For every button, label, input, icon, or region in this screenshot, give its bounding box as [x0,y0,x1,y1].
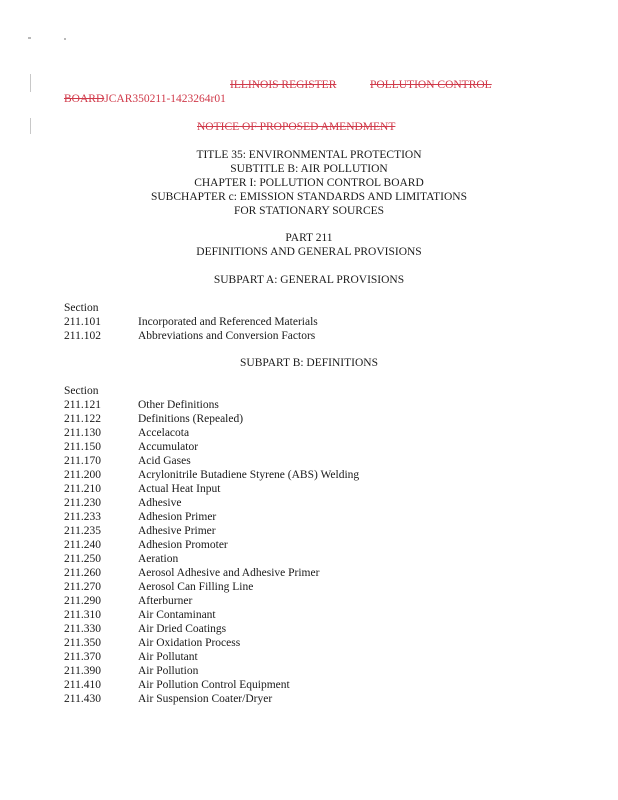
part-name: DEFINITIONS AND GENERAL PROVISIONS [196,246,422,258]
section-title: Aerosol Adhesive and Adhesive Primer [138,567,320,579]
subpart-b-heading [0,356,618,370]
section-title: Incorporated and Referenced Materials [138,316,318,328]
section-number: 211.122 [64,413,101,425]
section-entry [64,440,359,454]
section-number: 211.270 [64,581,101,593]
section-number: 211.310 [64,609,101,621]
section-number: 211.102 [64,330,101,342]
subpart-a-heading [0,273,618,287]
section-entry [64,580,359,594]
section-entry [64,538,359,552]
section-number: 211.290 [64,595,101,607]
margin-bar [30,118,31,134]
section-number: 211.150 [64,441,101,453]
section-entry [64,496,359,510]
agency-name: POLLUTION CONTROL [370,79,492,91]
section-entry [64,510,359,524]
section-entry [64,622,359,636]
section-title: Afterburner [138,595,193,607]
section-entry [64,482,359,496]
section-entry [64,426,359,440]
section-title: Actual Heat Input [138,483,221,495]
section-title: Air Pollutant [138,651,198,663]
subpart-a-section-list [64,301,318,343]
section-number: 211.260 [64,567,101,579]
section-number: 211.233 [64,511,101,523]
section-entry [64,468,359,482]
section-title: Acrylonitrile Butadiene Styrene (ABS) Welding [138,469,360,481]
section-entry [64,650,359,664]
section-label: Section [64,302,99,314]
subpart-b-section-list [64,384,359,706]
section-entry [64,329,318,343]
section-entry [64,678,359,692]
notice-heading: NOTICE OF PROPOSED AMENDMENT [197,121,396,133]
section-title: Air Suspension Coater/Dryer [138,693,273,705]
section-entry [64,566,359,580]
section-entry [64,692,359,706]
section-number: 211.410 [64,679,101,691]
margin-bar [30,74,31,92]
section-title: Air Oxidation Process [138,637,241,649]
section-entry [64,398,359,412]
section-title: Accumulator [138,441,199,453]
section-number: 211.121 [64,399,101,411]
section-number: 211.130 [64,427,101,439]
board-label: BOARD [64,93,105,105]
section-number: 211.430 [64,693,101,705]
subchapter-line-2: FOR STATIONARY SOURCES [233,205,385,217]
section-title: Adhesion Promoter [138,539,228,551]
doc-id: JCAR350211-1423264r01 [104,93,226,105]
part-block [0,231,618,259]
section-entry [64,412,359,426]
section-title: Adhesive Primer [138,525,216,537]
scan-speck [64,38,66,40]
section-title: Aeration [138,553,179,565]
section-title: Air Dried Coatings [138,623,227,635]
section-title: Acid Gases [138,455,191,467]
section-title: Adhesive [138,497,182,509]
scan-speck [28,37,31,39]
title-line: TITLE 35: ENVIRONMENTAL PROTECTION [196,149,422,161]
section-number: 211.210 [64,483,101,495]
subpart-b-title: SUBPART B: DEFINITIONS [240,357,378,369]
section-number: 211.370 [64,651,101,663]
section-number: 211.235 [64,525,101,537]
section-entry [64,315,318,329]
chapter-line: CHAPTER I: POLLUTION CONTROL BOARD [194,177,424,189]
section-number: 211.200 [64,469,101,481]
section-number: 211.350 [64,637,101,649]
section-number: 211.250 [64,553,101,565]
section-title: Abbreviations and Conversion Factors [138,330,316,342]
part-number: PART 211 [285,232,333,244]
section-title: Aerosol Can Filling Line [138,581,254,593]
section-number: 211.101 [64,316,101,328]
section-number: 211.330 [64,623,101,635]
section-entry [64,454,359,468]
section-title: Air Pollution Control Equipment [138,679,290,691]
subtitle-line: SUBTITLE B: AIR POLLUTION [230,163,388,175]
section-number: 211.230 [64,497,101,509]
section-entry [64,524,359,538]
section-entry [64,552,359,566]
subchapter-line-1: SUBCHAPTER c: EMISSION STANDARDS AND LIMITATIONS [150,191,468,203]
subpart-a-title: SUBPART A: GENERAL PROVISIONS [213,274,405,286]
title-block [0,148,618,218]
section-number: 211.240 [64,539,101,551]
section-number: 211.390 [64,665,101,677]
section-entry [64,636,359,650]
board-doc-line [64,93,226,105]
section-title: Definitions (Repealed) [138,413,244,425]
section-entry [64,608,359,622]
section-entry [64,664,359,678]
section-title: Accelacota [138,427,190,439]
section-label: Section [64,385,99,397]
section-title: Air Pollution [138,665,199,677]
section-title: Air Contaminant [138,609,216,621]
section-entry [64,594,359,608]
register-title: ILLINOIS REGISTER [230,79,337,91]
section-title: Other Definitions [138,399,219,411]
section-title: Adhesion Primer [138,511,217,523]
section-number: 211.170 [64,455,101,467]
